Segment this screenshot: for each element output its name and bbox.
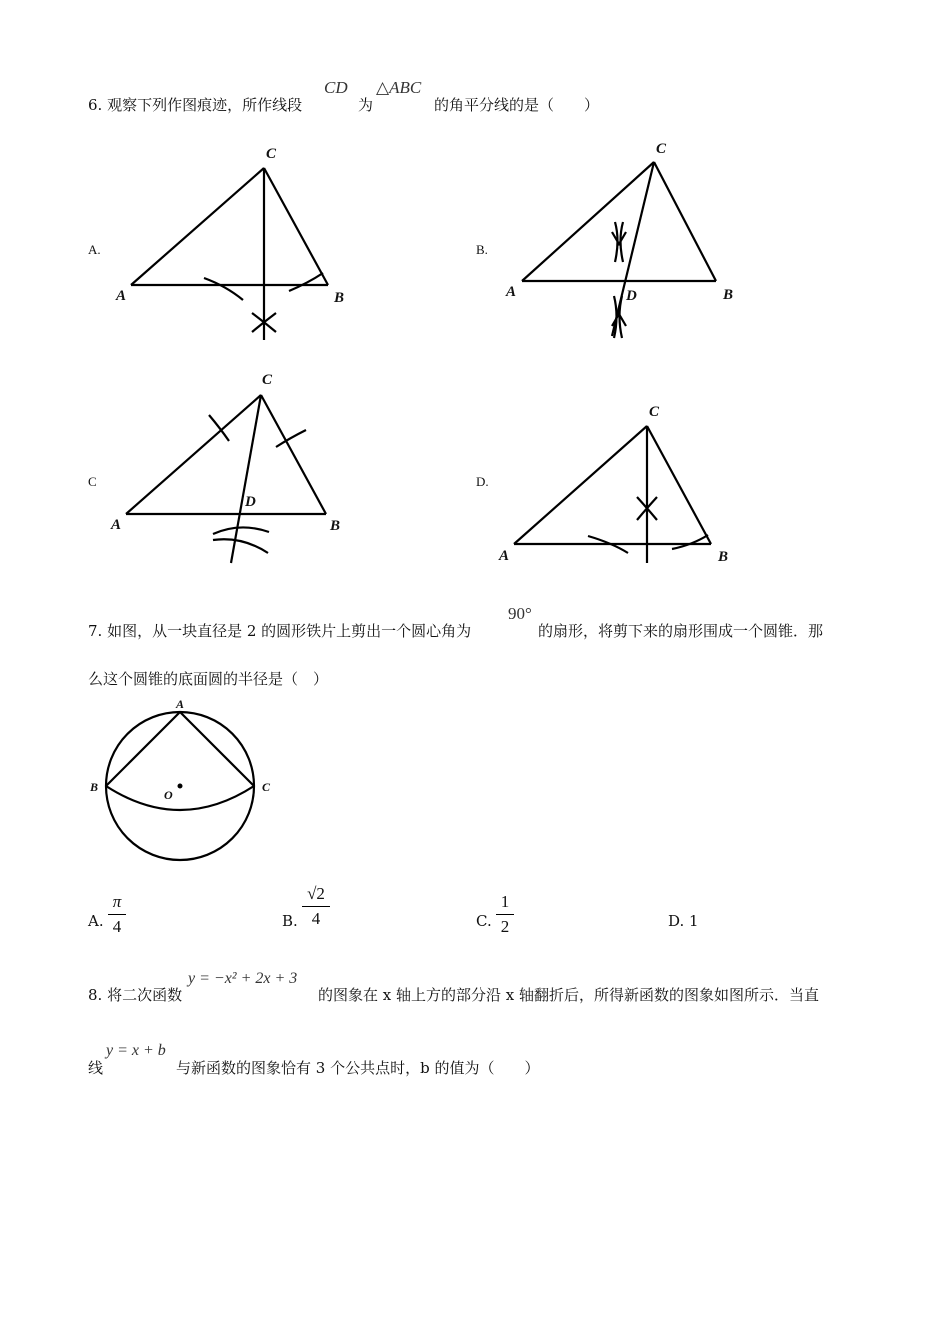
q6-b-label-c: C	[656, 141, 667, 157]
q6-b-label-a: A	[506, 284, 517, 300]
q7-suffix: 的扇形，将剪下来的扇形围成一个圆锥．那	[538, 622, 824, 640]
q7-option-d[interactable]: D. 1	[668, 912, 699, 930]
q7-a-den: 4	[112, 917, 122, 936]
q6-d-label-b: B	[718, 549, 729, 565]
q6-c-label-b: B	[330, 518, 341, 534]
q6-option-b-letter[interactable]: B.	[476, 242, 488, 257]
q7-b-num: √2	[307, 884, 325, 903]
q7-label-b: B	[90, 780, 99, 794]
q7-a-num: π	[112, 892, 122, 911]
q7-angle: 90°	[508, 604, 532, 623]
q6-c-label-d: D	[245, 494, 256, 510]
q6-option-d-letter[interactable]: D.	[476, 474, 489, 489]
q8-suffix: 的图象在 x 轴上方的部分沿 x 轴翻折后，所得新函数的图象如图所示．当直	[318, 986, 819, 1004]
q6-c-label-a: A	[111, 517, 122, 533]
q6-a-label-c: C	[266, 146, 277, 162]
q6-option-c-letter[interactable]: C	[88, 474, 97, 489]
q8-line2-post: 与新函数的图象恰有 3 个公共点时，b 的值为（ ）	[176, 1059, 540, 1077]
q6-suffix: 的角平分线的是（ ）	[434, 96, 600, 114]
q7-prefix: 7. 如图，从一块直径是 2 的圆形铁片上剪出一个圆心角为	[88, 622, 472, 640]
q6-b-label-b: B	[723, 287, 734, 303]
q7-label-o: O	[164, 788, 173, 802]
q7-label-c: C	[262, 780, 271, 794]
q7-c-num: 1	[500, 892, 510, 911]
q6-d-label-c: C	[649, 404, 660, 420]
q7-b-den: 4	[311, 909, 321, 928]
q6-mid: 为	[358, 96, 374, 114]
q6-d-label-a: A	[499, 548, 510, 564]
q7-label-a: A	[176, 697, 185, 711]
q7-c-den: 2	[500, 917, 510, 936]
q6-prefix: 6. 观察下列作图痕迹，所作线段	[88, 96, 303, 114]
q7-option-c-fraction	[496, 892, 514, 937]
q6-a-label-b: B	[334, 290, 345, 306]
q6-a-label-a: A	[116, 288, 127, 304]
q6-option-a-letter[interactable]: A.	[88, 242, 101, 257]
q7-option-b-letter[interactable]: B.	[282, 912, 298, 930]
q8-prefix: 8. 将二次函数	[88, 986, 183, 1004]
q8-line2-pre: 线	[88, 1059, 104, 1077]
q7-line2: 么这个圆锥的底面圆的半径是（ ）	[88, 670, 329, 688]
q8-function: y = −x² + 2x + 3	[188, 970, 298, 987]
q6-c-label-c: C	[262, 372, 273, 388]
q7-option-a-fraction	[108, 892, 126, 937]
q6-segment-cd: CD	[324, 78, 348, 97]
q6-triangle: △ABC	[376, 78, 422, 97]
q7-option-a-letter[interactable]: A.	[88, 912, 104, 930]
q7-option-b-fraction	[302, 884, 330, 929]
q7-option-c-letter[interactable]: C.	[476, 912, 492, 930]
q6-b-label-d: D	[626, 288, 637, 304]
q8-line-equation: y = x + b	[106, 1042, 166, 1059]
